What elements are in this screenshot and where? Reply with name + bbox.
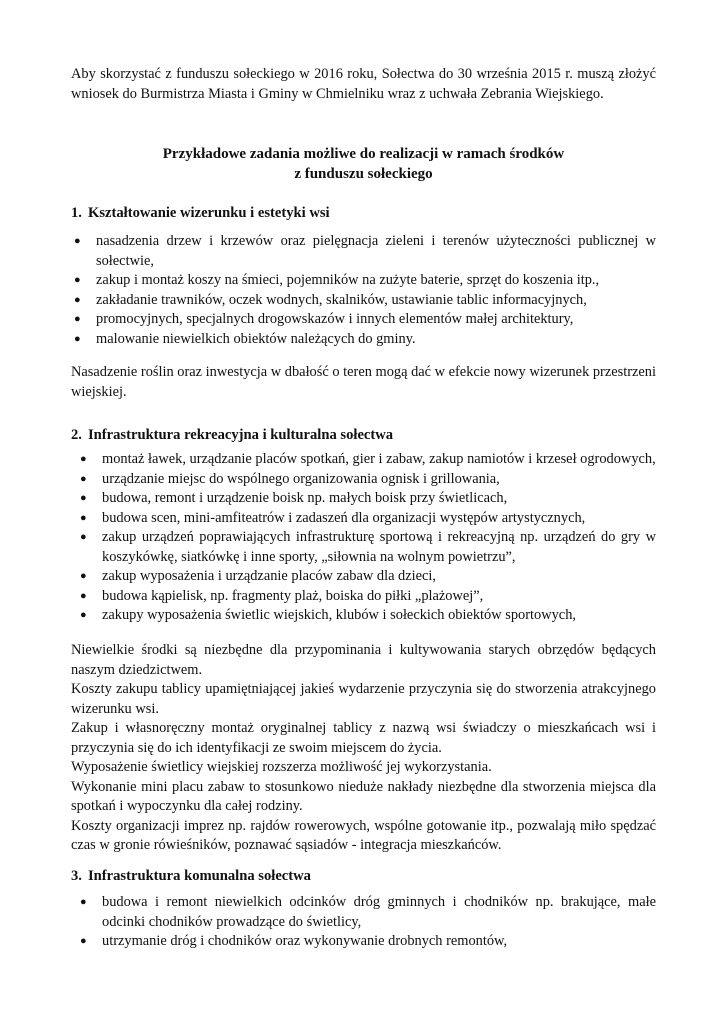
bullet-icon: ●: [74, 235, 81, 247]
list-item: ● promocyjnych, specjalnych drogowskazów i innych elementów małej architektury,: [96, 310, 656, 330]
section-2-list: [80, 450, 656, 626]
bullet-icon: ●: [80, 472, 87, 485]
paragraph: Koszty zakupu tablicy upamiętniającej jakieś wydarzenie przyczynia się do stworzenia atrakcyjnego wizerunku wsi.: [71, 681, 656, 717]
list-item: ● montaż ławek, urządzanie placów spotkań, gier i zabaw, zakup namiotów i krzeseł ogrodowych,: [102, 450, 656, 470]
list-item: ● zakładanie trawników, oczek wodnych, skalników, ustawianie tablic informacyjnych,: [96, 291, 656, 311]
list-item: ● utrzymanie dróg i chodników oraz wykonywanie drobnych remontów,: [102, 932, 656, 952]
section-3-title: Infrastruktura komunalna sołectwa: [88, 868, 311, 884]
section-1-list: [74, 232, 656, 349]
bullet-icon: ●: [80, 609, 87, 621]
list-item: ● zakup wyposażenia i urządzanie placów zabaw dla dzieci,: [102, 567, 656, 587]
section-1-title: Kształtowanie wizerunku i estetyki wsi: [88, 205, 330, 221]
bullet-icon: ●: [80, 511, 87, 524]
section-2-paragraphs: [71, 641, 656, 856]
list-item: ● budowa kąpielisk, np. fragmenty plaż, boiska do piłki „plażowej”,: [102, 587, 656, 607]
bullet-icon: ●: [74, 274, 81, 286]
list-item: ● malowanie niewielkich obiektów należących do gminy.: [96, 330, 656, 350]
list-item: ● budowa i remont niewielkich odcinków dróg gminnych i chodników np. brakujące, małe odcinki chodników prowadzące do świetlicy,: [80, 894, 656, 930]
bullet-icon: ●: [74, 293, 81, 306]
paragraph: Wyposażenie świetlicy wiejskiej rozszerza możliwość jej wykorzystania.: [71, 759, 492, 775]
bullet-icon: ●: [80, 453, 87, 465]
list-item: ● budowa, remont i urządzenie boisk np. małych boisk przy świetlicach,: [102, 489, 656, 509]
bullet-icon: ●: [74, 313, 81, 325]
bullet-icon: ●: [80, 492, 87, 504]
section-2-title: Infrastruktura rekreacyjna i kulturalna sołectwa: [88, 427, 394, 443]
list-item: ● zakup i montaż koszy na śmieci, pojemników na zużyte baterie, sprzęt do koszenia itp.,: [96, 271, 656, 291]
title-line-1: Przykładowe zadania możliwe do realizacji w ramach środków: [162, 146, 565, 162]
paragraph: Koszty organizacji imprez np. rajdów rowerowych, wspólne gotowanie itp., pozwalają miło spędzać czas w gronie rówieśników, poznawać sąsiadów - integracja mieszkańców.: [71, 817, 656, 853]
bullet-icon: ●: [80, 589, 87, 602]
list-item: ● zakup urządzeń poprawiających infrastrukturę sportową i rekreacyjną np. urządzeń do gry w koszykówkę, siatkówkę i inne sporty, „siłownia na wolnym powietrzu”,: [80, 529, 656, 565]
list-item: ● urządzanie miejsc do wspólnego organizowania ognisk i grillowania,: [102, 470, 656, 490]
section-1-heading: [71, 204, 330, 224]
bullet-icon: ●: [80, 935, 87, 947]
title-line-2: z funduszu sołeckiego: [294, 166, 433, 182]
paragraph: Wykonanie mini placu zabaw to stosunkowo nieduże nakłady niezbędne dla stworzenia miejsca dla spotkań i wypoczynku dla całej rodziny.: [71, 778, 656, 814]
list-item: ● budowa scen, mini-amfiteatrów i zadaszeń dla organizacji występów artystycznych,: [102, 509, 656, 529]
section-2-number: 2.: [71, 427, 82, 443]
section-3-number: 3.: [71, 868, 82, 884]
bullet-icon: ●: [74, 332, 81, 345]
list-item: ● nasadzenia drzew i krzewów oraz pielęgnacja zieleni i terenów użyteczności publicznej w sołectwie,: [74, 233, 656, 269]
section-1-paragraph: Nasadzenie roślin oraz inwestycja w dbałość o teren mogą dać w efekcie nowy wizerunek przestrzeni wiejskiej.: [71, 364, 656, 400]
section-3-heading: [71, 867, 311, 887]
section-2-heading: [71, 426, 393, 446]
section-3-list: [80, 893, 656, 952]
paragraph: Niewielkie środki są niezbędne dla przypominania i kultywowania starych obrzędów będących naszym dziedzictwem.: [71, 642, 656, 678]
bullet-icon: ●: [80, 896, 87, 908]
paragraph: Zakup i własnoręczny montaż oryginalnej tablicy z nazwą wsi świadczy o mieszkańcach wsi i przyczynia się do ich identyfikacji ze swoim miejscem do życia.: [71, 720, 656, 756]
intro-paragraph: Aby skorzystać z funduszu sołeckiego w 2016 roku, Sołectwa do 30 września 2015 r. muszą złożyć wniosek do Burmistrza Miasta i Gminy w Chmielniku wraz z uchwała Zebrania Wiejskiego.: [71, 66, 656, 102]
list-item: ● zakupy wyposażenia świetlic wiejskich, klubów i sołeckich obiektów sportowych,: [102, 606, 656, 626]
section-1-number: 1.: [71, 205, 82, 221]
bullet-icon: ●: [80, 531, 87, 543]
document-title: [71, 144, 656, 184]
bullet-icon: ●: [80, 570, 87, 582]
